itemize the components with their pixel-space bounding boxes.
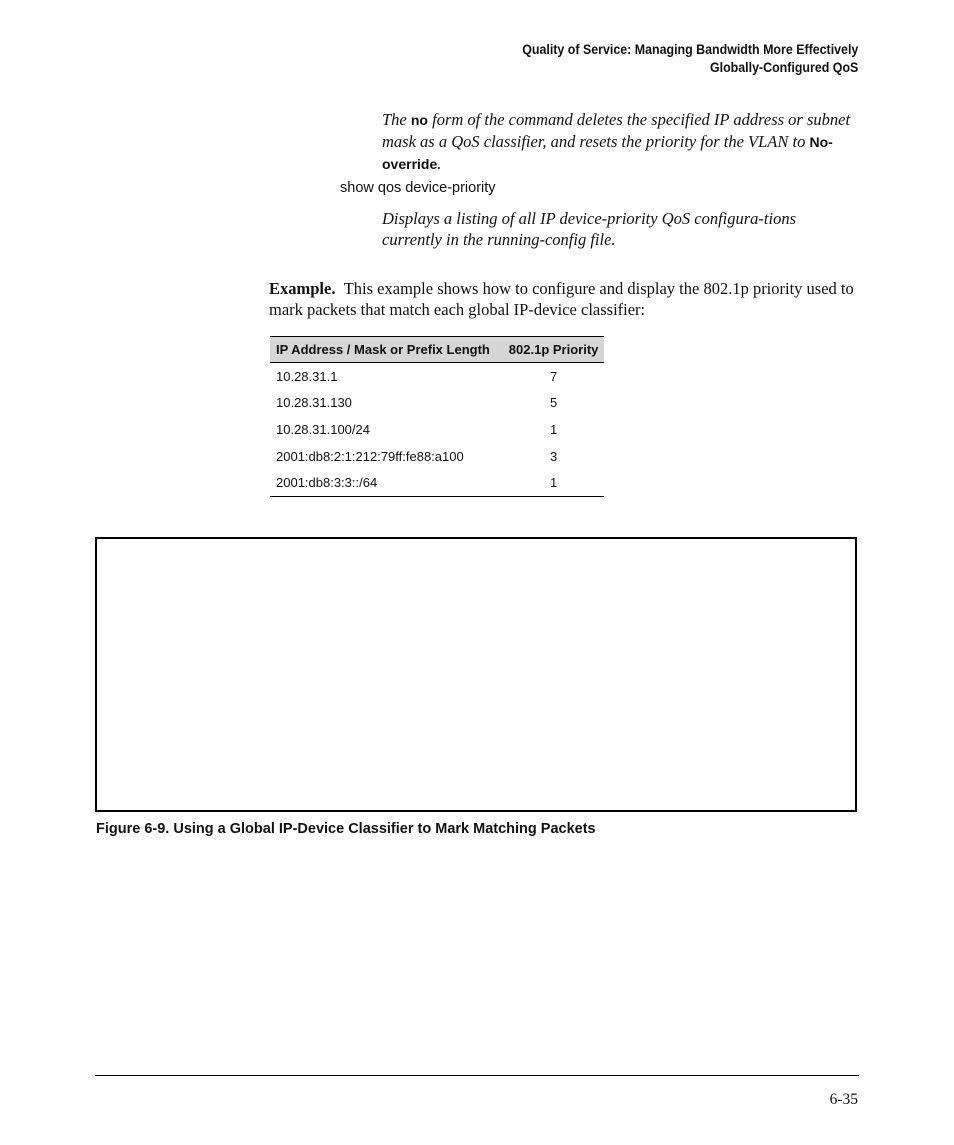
table-row	[270, 363, 604, 390]
ip-cell: 10.28.31.1	[276, 368, 338, 384]
no-override-keyword: No-override	[382, 134, 833, 172]
ip-cell: 2001:db8:2:1:212:79ff:fe88:a100	[276, 448, 464, 464]
figure-frame	[95, 537, 857, 812]
show-command: show qos device-priority	[340, 180, 496, 196]
priority-cell: 7	[549, 368, 558, 384]
no-keyword: no	[410, 112, 428, 128]
no-form-description	[382, 109, 862, 175]
example-text: This example shows how to configure and display the 802.1p priority used to mark packets that match each global IP-device classifier:	[269, 279, 854, 319]
qos-classifier-table	[270, 336, 604, 497]
header-chapter-title: Quality of Service: Managing Bandwidth More Effectively	[521, 42, 858, 57]
header-section-title: Globally-Configured QoS	[709, 60, 858, 75]
example-paragraph	[269, 278, 859, 320]
priority-cell: 1	[549, 421, 558, 437]
desc-text: .	[437, 154, 442, 173]
example-label: Example.	[269, 279, 336, 298]
priority-cell: 3	[549, 448, 558, 464]
figure-caption: Figure 6-9. Using a Global IP-Device Classifier to Mark Matching Packets	[96, 821, 596, 837]
table-row	[270, 416, 604, 443]
ip-cell: 10.28.31.130	[276, 395, 352, 411]
table-row	[270, 390, 604, 417]
column-header-ip: IP Address / Mask or Prefix Length	[270, 337, 503, 363]
priority-cell: 5	[549, 395, 558, 411]
table-header-row	[270, 337, 604, 363]
table-row	[270, 469, 604, 496]
desc-text: The	[382, 110, 411, 129]
running-header	[522, 41, 858, 77]
show-command-description: Displays a listing of all IP device-priority QoS configura-tions currently in the running-config file.	[382, 209, 796, 249]
column-header-priority: 802.1p Priority	[503, 337, 604, 363]
table-row	[270, 443, 604, 470]
page-number: 6-35	[829, 1091, 858, 1108]
footer-divider	[95, 1075, 859, 1076]
desc-text: form of the command deletes the specified IP address or subnet mask as a QoS classifier, and resets the priority for the VLAN to	[382, 110, 851, 151]
ip-cell: 2001:db8:3:3::/64	[270, 469, 503, 496]
ip-cell: 10.28.31.100/24	[276, 421, 370, 437]
priority-cell: 1	[503, 469, 604, 496]
